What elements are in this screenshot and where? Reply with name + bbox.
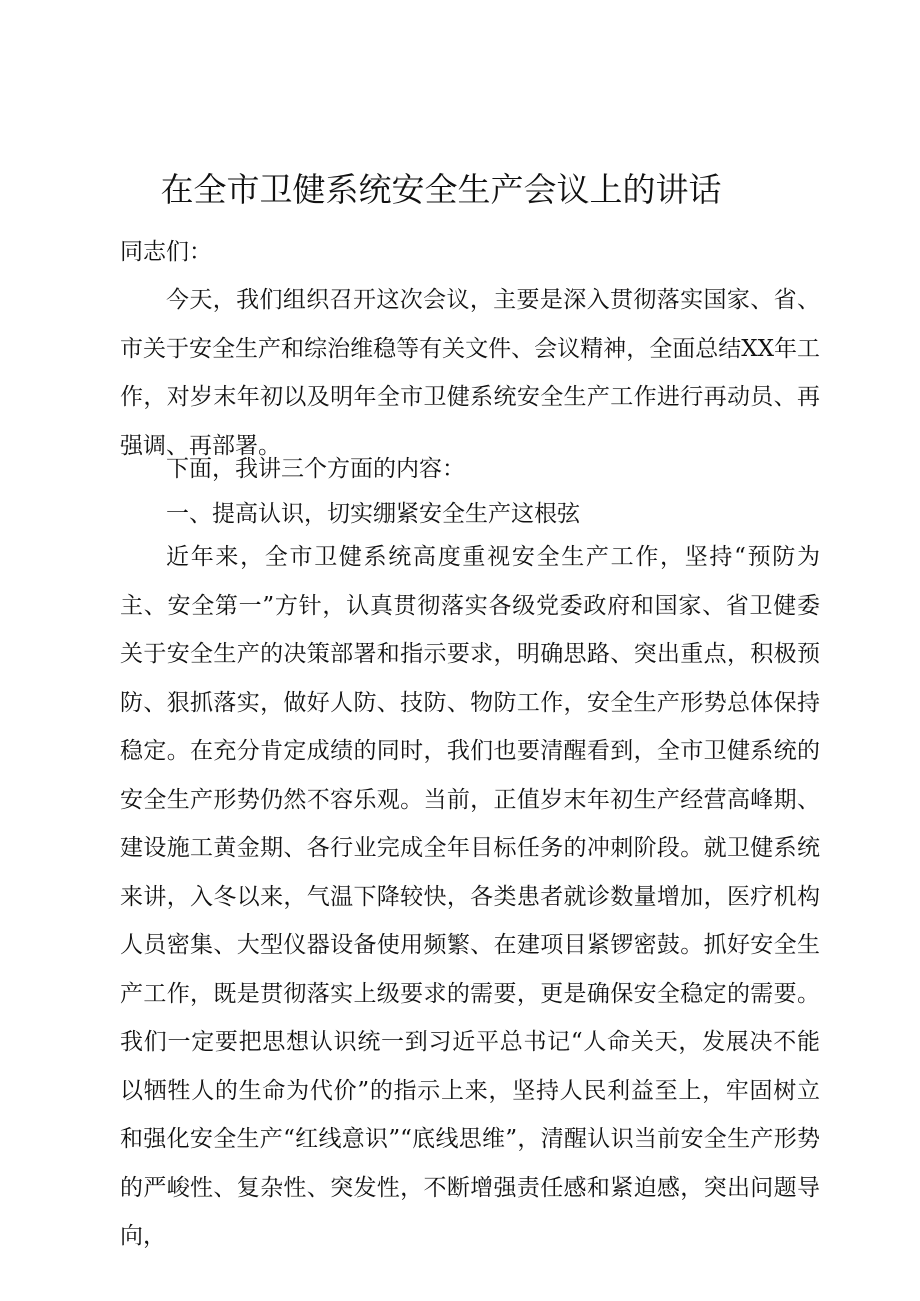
paragraph-outline: 下面，我讲三个方面的内容： xyxy=(166,456,465,482)
document-title: 在全市卫健系统安全生产会议上的讲话 xyxy=(160,170,722,209)
section-heading-1: 一、提高认识，切实绷紧安全生产这根弦 xyxy=(166,501,580,527)
salutation: 同志们： xyxy=(120,239,212,265)
section-1-paragraph: 近年来，全市卫健系统高度重视安全生产工作，坚持“预防为主、安全第一”方针，认真贯彻落实各级党委政府和国家、省卫健委关于安全生产的决策部署和指示要求，明确思路、突出重点，积极预防、狠抓落实，做好人防、技防、物防工作，安全生产形势总体保持稳定。在充分肯定成绩的同时，我们也要清醒看到，全市卫健系统的安全生产形势仍然不容乐观。当前，正值岁末年初生产经营高峰期、建设施工黄金期、各行业完成全年目标任务的冲刺阶段。就卫健系统来讲，入冬以来，气温下降较快，各类患者就诊数量增加，医疗机构人员密集、大型仪器设备使用频繁、在建项目紧锣密鼓。抓好安全生产工作，既是贯彻落实上级要求的需要，更是确保安全稳定的需要。我们一定要把思想认识统一到习近平总书记“人命关天，发展决不能以牺牲人的生命为代价”的指示上来，坚持人民利益至上，牢固树立和强化安全生产“红线意识”“底线思维”，清醒认识当前安全生产形势的严峻性、复杂性、突发性，不断增强责任感和紧迫感，突出问题导向， xyxy=(120,544,820,1249)
paragraph-opening: 今天，我们组织召开这次会议，主要是深入贯彻落实国家、省、市关于安全生产和综治维稳等有关文件、会议精神，全面总结XX年工作，对岁末年初以及明年全市卫健系统安全生产工作进行再动员、再强调、再部署。 xyxy=(120,287,820,459)
